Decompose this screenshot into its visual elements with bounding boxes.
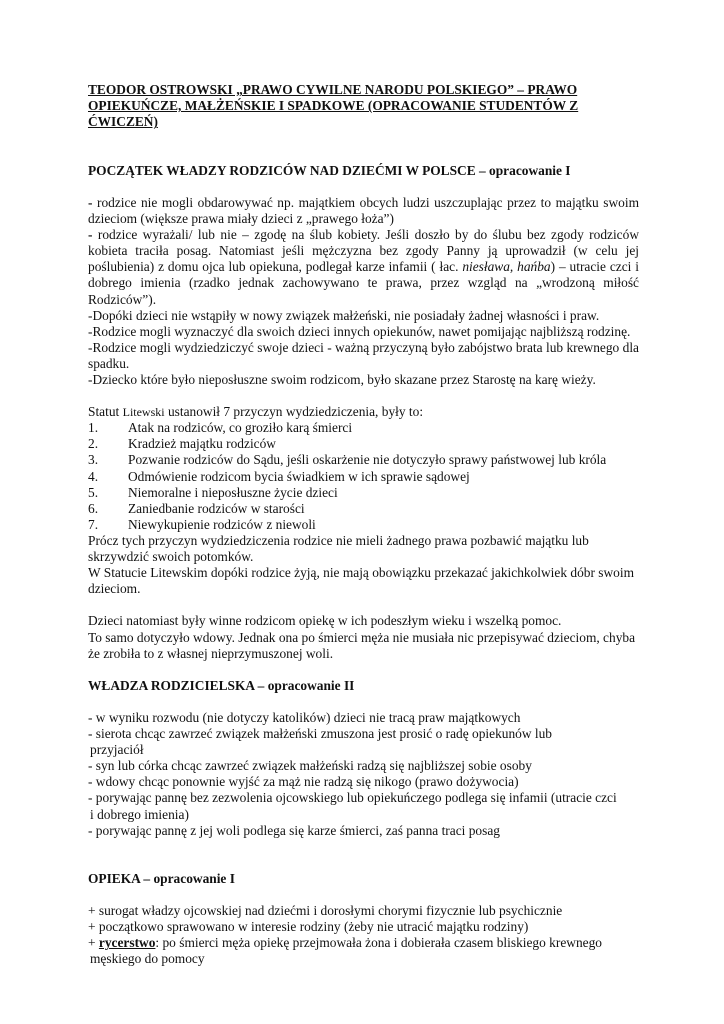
italic-latin-term: niesława, hańba: [462, 259, 551, 275]
list-item-text: Odmówienie rodzicom bycia świadkiem w ich sprawie sądowej: [128, 468, 470, 484]
spacer: [88, 887, 639, 903]
list-item: [88, 485, 639, 501]
dash-bold: -: [88, 194, 93, 210]
spacer: [88, 388, 639, 404]
list-item: [88, 469, 639, 485]
section3-heading: OPIEKA – opracowanie I: [88, 870, 235, 886]
list-item-number: 4.: [88, 468, 99, 484]
section3-line: [88, 935, 639, 951]
paragraph-text: : po śmierci męża opiekę przejmowała żona i dobierała czasem bliskiego krewnego: [155, 935, 602, 951]
list-item-number: 7.: [88, 516, 99, 532]
list-item-number: 1.: [88, 420, 99, 436]
paragraph-text: ) – utracie czci i dobrego imienia (rzadko jednak zachowywano te prawa, przez wzgląd na „wrodzoną miłość Rodziców”).: [88, 259, 639, 307]
list-item-text: Niemoralne i nieposłuszne życie dzieci: [128, 484, 338, 500]
section1-paragraph-5: -Rodzice mogli wydziedziczyć swoje dzieci - ważną przyczyną było zabójstwo brata lub krewnego dla spadku.: [88, 339, 639, 371]
paragraph-text: rodzice wyrażali/ lub nie – zgodę na ślub kobiety. Jeśli doszło by do ślubu bez zgody rodziców kobieta traciła posag. Natomiast jeśli mężczyzna bez zgody Panny ją uprowadził (w celu jej poślubienia) z domu ojca lub opiekuna, podlegał karze infamii ( łac.: [88, 227, 639, 275]
section2-line: i dobrego imienia): [90, 806, 189, 822]
section1-paragraph-2: [88, 227, 639, 307]
spacer: [88, 131, 639, 147]
section1-paragraph-7: Prócz tych przyczyn wydziedziczenia rodzice nie mieli żadnego prawa pozbawić majątku lub skrzywdzić swoich potomków.: [88, 532, 589, 565]
section1-paragraph-9: Dzieci natomiast były winne rodzicom opiekę w ich podeszłym wieku i wszelką pomoc.: [88, 613, 562, 629]
list-item-number: 5.: [88, 484, 99, 500]
section3-line: + surogat władzy ojcowskiej nad dziećmi i dorosłymi chorymi fizycznie lub psychicznie: [88, 903, 563, 919]
spacer: [88, 147, 639, 163]
section2-line: - syn lub córka chcąc zawrzeć związek małżeński radzą się najbliższej sobie osoby: [88, 758, 532, 774]
section1-paragraph-6: -Dziecko które było nieposłuszne swoim rodzicom, było skazane przez Starostę na karę wieży.: [88, 372, 596, 388]
section1-paragraph-3: -Dopóki dzieci nie wstąpiły w nowy związek małżeński, nie posiadały żadnej własności i praw.: [88, 307, 600, 323]
section1-paragraph-10: To samo dotyczyło wdowy. Jednak ona po śmierci męża nie musiała nic przepisywać dzieciom, chyba że zrobiła to z własnej nieprzymuszonej woli.: [88, 629, 636, 661]
section2-line: przyjaciół: [90, 742, 144, 758]
list-item: [88, 517, 639, 533]
section2-line: - w wyniku rozwodu (nie dotyczy katolików) dzieci nie tracą praw majątkowych: [88, 709, 521, 725]
list-item-number: 6.: [88, 500, 99, 516]
spacer: [88, 179, 639, 195]
document-title: TEODOR OSTROWSKI „PRAWO CYWILNE NARODU POLSKIEGO” – PRAWO OPIEKUŃCZE, MAŁŻEŃSKIE I SPADKOWE (OPRACOWANIE STUDENTÓW Z ĆWICZEŃ): [88, 82, 579, 130]
section2-line: - porywając pannę bez zezwolenia ojcowskiego lub opiekuńczego podlega się infamii (utracie czci: [88, 790, 617, 806]
section2-line: - porywając pannę z jej woli podlega się karze śmierci, zaś panna traci posag: [88, 822, 500, 838]
list-item-number: 3.: [88, 452, 99, 468]
statut-intro: [88, 404, 639, 420]
section1-paragraph-1: [88, 195, 639, 227]
statut-text: ustanowił 7 przyczyn wydziedziczenia, były to:: [164, 404, 424, 420]
list-item: [88, 436, 639, 452]
list-item: [88, 452, 639, 468]
section1-heading: POCZĄTEK WŁADZY RODZICÓW NAD DZIEĆMI W POLSCE – opracowanie I: [88, 162, 571, 178]
list-item-text: Atak na rodziców, co groziło karą śmierci: [128, 420, 353, 436]
paragraph-text: rodzice nie mogli obdarowywać np. majątkiem obcych ludzi uszczuplając przez to majątku swoim dzieciom (większe prawa miały dzieci z „prawego łoża”): [88, 194, 639, 227]
document-page: [88, 82, 639, 967]
statut-text: Statut: [88, 404, 123, 420]
section3-line: męskiego do pomocy: [90, 951, 205, 967]
list-item-text: Niewykupienie rodziców z niewoli: [128, 516, 316, 532]
list-item: [88, 501, 639, 517]
dash-bold: -: [88, 227, 93, 243]
statut-litewski: Litewski: [122, 405, 165, 420]
spacer: [88, 694, 639, 710]
rycerstwo-term: rycerstwo: [98, 935, 156, 951]
section2-line: - sierota chcąc zawrzeć związek małżeński zmuszona jest prosić o radę opiekunów lub: [88, 726, 553, 742]
plus-mark: +: [88, 935, 99, 951]
list-item-text: Pozwanie rodziców do Sądu, jeśli oskarżenie nie dotyczyło sprawy państwowej lub króla: [128, 452, 607, 468]
list-item-text: Kradzież majątku rodziców: [128, 436, 276, 452]
section2-heading: WŁADZA RODZICIELSKA – opracowanie II: [88, 677, 355, 693]
spacer: [88, 855, 639, 871]
spacer: [88, 662, 639, 678]
disinheritance-list: [88, 420, 639, 533]
list-item-number: 2.: [88, 436, 99, 452]
spacer: [88, 839, 639, 855]
section3-line: + początkowo sprawowano w interesie rodziny (żeby nie utracić majątku rodziny): [88, 919, 529, 935]
list-item: [88, 420, 639, 436]
spacer: [88, 597, 639, 613]
section2-line: - wdowy chcąc ponownie wyjść za mąż nie radzą się nikogo (prawo dożywocia): [88, 774, 519, 790]
section1-paragraph-8: W Statucie Litewskim dopóki rodzice żyją, nie mają obowiązku przekazać jakichkolwiek dóbr swoim dzieciom.: [88, 565, 634, 597]
list-item-text: Zaniedbanie rodziców w starości: [128, 500, 305, 516]
section1-paragraph-4: -Rodzice mogli wyznaczyć dla swoich dzieci innych opiekunów, nawet pomijając najbliższą rodzinę.: [88, 323, 631, 339]
